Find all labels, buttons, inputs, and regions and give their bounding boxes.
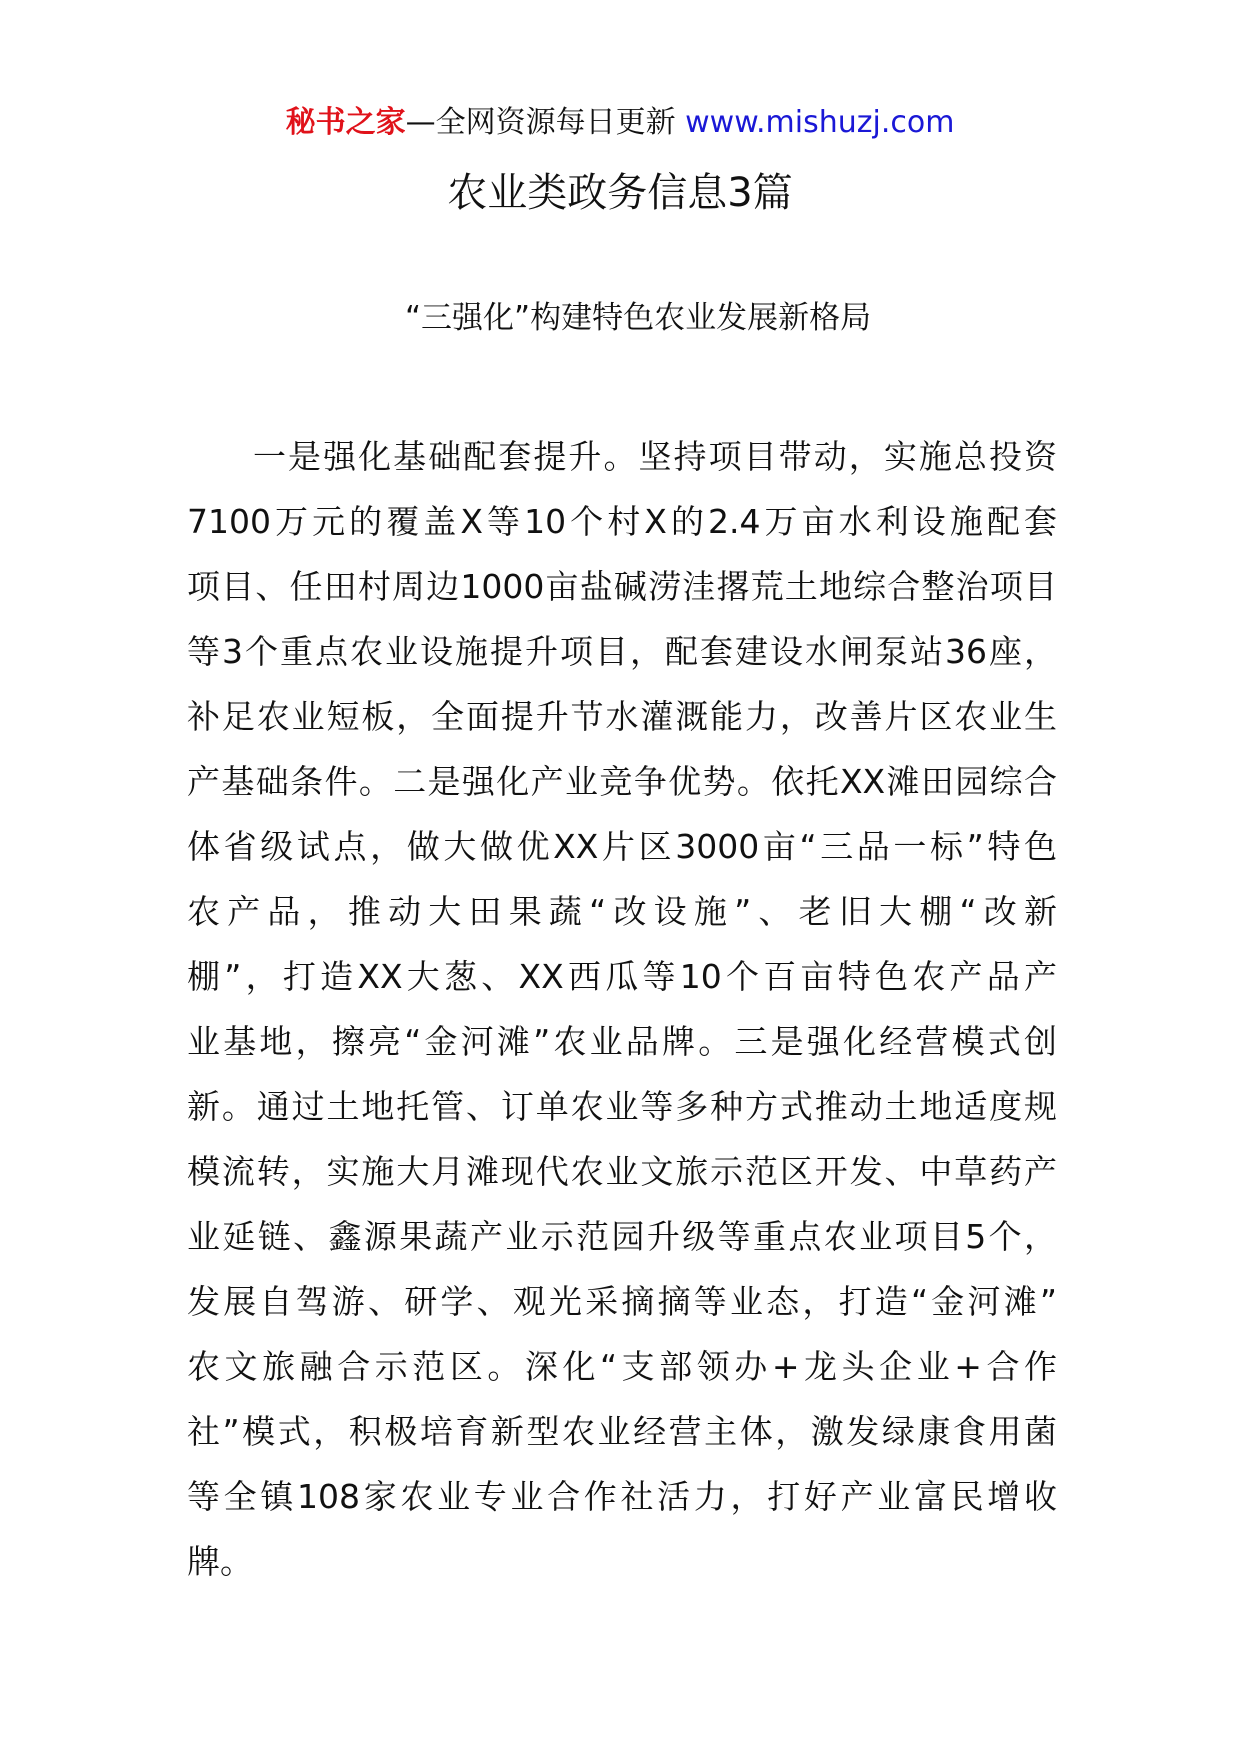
website-link[interactable]: www.mishuzj.com — [685, 105, 955, 140]
paragraph-line: 业延链、鑫源果蔬产业示范园升级等重点农业项目5个， — [187, 1217, 1057, 1256]
paragraph-line: 项目、任田村周边1000亩盐碱涝洼撂荒土地综合整治项目 — [187, 567, 1057, 606]
header-tagline: —全网资源每日更新 — [405, 105, 676, 140]
paragraph-line: 业基地，擦亮“金河滩”农业品牌。三是强化经营模式创 — [187, 1022, 1057, 1061]
paragraph-line: 补足农业短板，全面提升节水灌溉能力，改善片区农业生 — [187, 697, 1057, 736]
paragraph-line: 模流转，实施大月滩现代农业文旅示范区开发、中草药产 — [187, 1152, 1057, 1191]
paragraph-line: 体省级试点，做大做优XX片区3000亩“三品一标”特色 — [187, 827, 1057, 866]
paragraph-line: 农文旅融合示范区。深化“支部领办+龙头企业+合作 — [187, 1347, 1057, 1386]
paragraph-line: 社”模式，积极培育新型农业经营主体，激发绿康食用菌 — [187, 1412, 1057, 1451]
paragraph-line: 发展自驾游、研学、观光采摘摘等业态，打造“金河滩” — [187, 1282, 1057, 1321]
paragraph-line: 棚”，打造XX大葱、XX西瓜等10个百亩特色农产品产 — [187, 957, 1057, 996]
site-header — [0, 101, 1240, 145]
paragraph-line: 新。通过土地托管、订单农业等多种方式推动土地适度规 — [187, 1087, 1057, 1126]
paragraph-line: 农产品，推动大田果蔬“改设施”、老旧大棚“改新 — [187, 892, 1057, 931]
paragraph-line: 牌。 — [187, 1542, 253, 1581]
paragraph-line: 7100万元的覆盖X等10个村X的2.4万亩水利设施配套 — [187, 502, 1057, 541]
body-paragraph — [187, 424, 1057, 1594]
paragraph-line: 产基础条件。二是强化产业竞争优势。依托XX滩田园综合 — [187, 762, 1057, 801]
document-title: 农业类政务信息3篇 — [447, 170, 793, 216]
brand-name: 秘书之家 — [285, 105, 406, 140]
paragraph-line: 等3个重点农业设施提升项目，配套建设水闸泵站36座， — [187, 632, 1057, 671]
paragraph-line: 一是强化基础配套提升。坚持项目带动，实施总投资 — [253, 437, 1057, 476]
paragraph-line: 等全镇108家农业专业合作社活力，打好产业富民增收 — [187, 1477, 1057, 1516]
section-title: “三强化”构建特色农业发展新格局 — [405, 300, 872, 336]
